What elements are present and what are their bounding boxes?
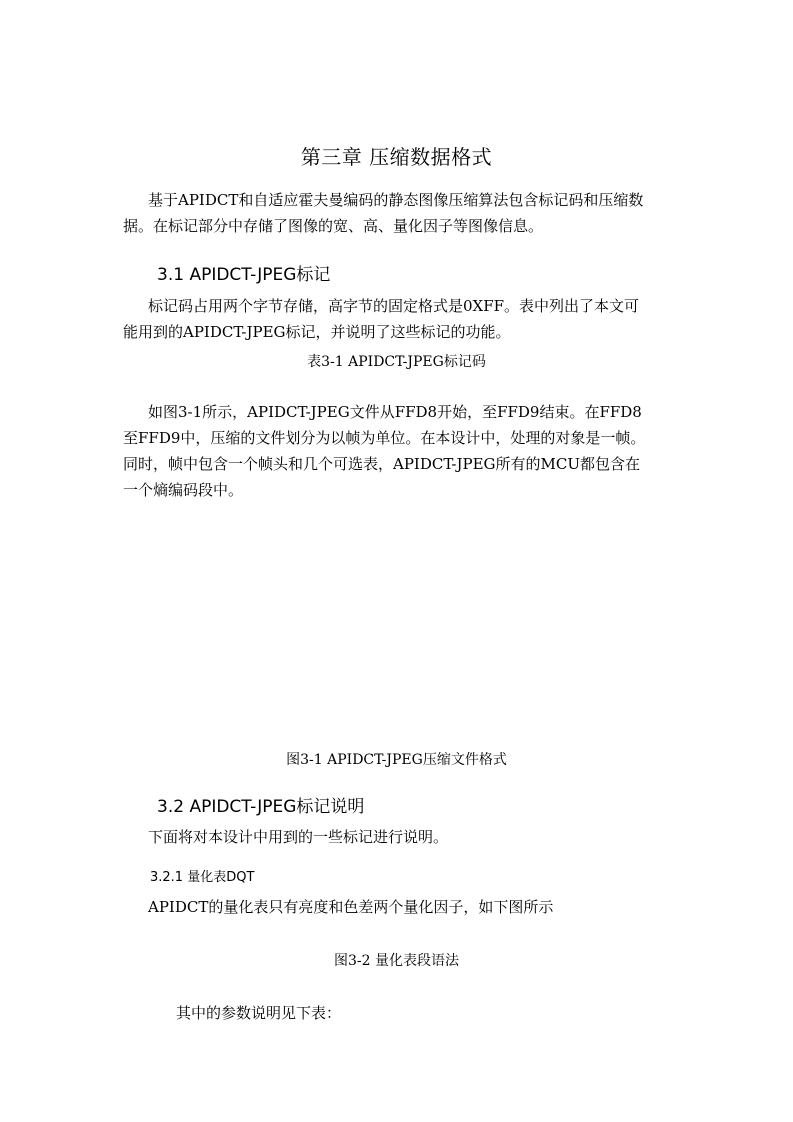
paragraph-line: 同时，帧中包含一个帧头和几个可选表，APIDCT-JPEG所有的MCU都包含在	[123, 455, 641, 473]
figure-caption: 图3-2 量化表段语法	[334, 953, 459, 969]
subsection-heading-3-2-1: 3.2.1 量化表DQT	[150, 870, 255, 885]
paragraph-line: 基于APIDCT和自适应霍夫曼编码的静态图像压缩算法包含标记码和压缩数	[148, 191, 644, 209]
closing-paragraph: 其中的参数说明见下表：	[176, 1004, 342, 1022]
paragraph-line: 标记码占用两个字节存储，高字节的固定格式是0XFF。表中列出了本文可	[148, 297, 640, 315]
subsection-paragraph: APIDCT的量化表只有亮度和色差两个量化因子，如下图所示	[148, 898, 554, 916]
section-3-2-intro: 下面将对本设计中用到的一些标记进行说明。	[148, 828, 449, 846]
paragraph-line: 如图3-1所示，APIDCT-JPEG文件从FFD8开始，至FFD9结束。在FFD8	[148, 403, 642, 421]
section-3-1-paragraph-2	[123, 399, 645, 503]
chapter-title: 第三章 压缩数据格式	[300, 145, 493, 169]
figure-caption: 图3-1 APIDCT-JPEG压缩文件格式	[286, 752, 507, 768]
table-caption: 表3-1 APIDCT-JPEG标记码	[307, 354, 486, 370]
paragraph-line: 一个熵编码段中。	[123, 481, 244, 499]
paragraph-line: 至FFD9中，压缩的文件划分为以帧为单位。在本设计中，处理的对象是一帧。	[123, 429, 646, 447]
section-heading-3-1: 3.1 APIDCT-JPEG标记	[157, 265, 331, 285]
paragraph-line: 据。在标记部分中存储了图像的宽、高、量化因子等图像信息。	[123, 217, 544, 235]
paragraph-line: 能用到的APIDCT-JPEG标记，并说明了这些标记的功能。	[123, 323, 511, 341]
section-heading-3-2: 3.2 APIDCT-JPEG标记说明	[157, 797, 365, 817]
chapter-intro-paragraph	[123, 187, 643, 239]
section-3-1-paragraph	[123, 293, 639, 345]
